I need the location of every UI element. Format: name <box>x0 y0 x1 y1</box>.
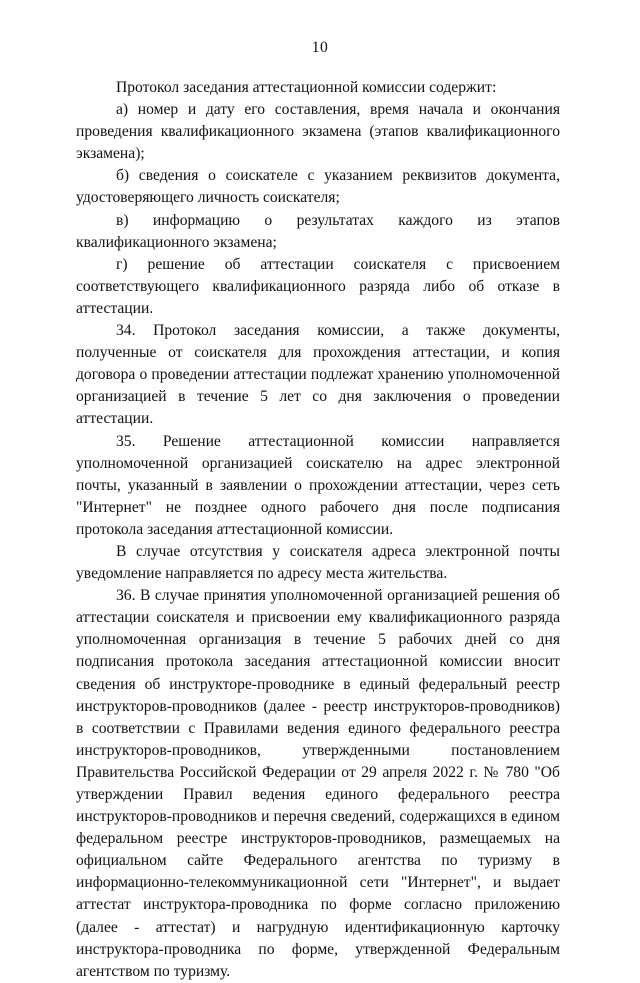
paragraph-35-email: В случае отсутствия у соискателя адреса электронной почты уведомление направляется по адресу места жительства. <box>76 542 560 583</box>
paragraph-item-a: а) номер и дату его составления, время начала и окончания проведения квалификационного экзамена (этапов квалификационного экзамена); <box>76 101 560 163</box>
paragraph-34: 34. Протокол заседания комиссии, а также документы, полученные от соискателя для прохождения аттестации, и копия договора о проведении аттестации подлежат хранению уполномоченной организацией в течение 5 лет со дня заключения о проведении аттестации. <box>76 322 560 428</box>
paragraph-item-v: в) информацию о результатах каждого из этапов квалификационного экзамена; <box>76 211 560 251</box>
page-number: 10 <box>311 39 329 56</box>
paragraph-protocol-contents: Протокол заседания аттестационной комиссии содержит: <box>116 79 497 96</box>
paragraph-item-b: б) сведения о соискателе с указанием реквизитов документа, удостоверяющего личность соискателя; <box>76 167 560 207</box>
paragraph-35: 35. Решение аттестационной комиссии направляется уполномоченной организацией соискателю на адрес электронной почты, указанный в заявлении о прохождении аттестации, через сеть "Интернет" не позднее одного рабочего дня после подписания протокола заседания аттестационной комиссии. <box>76 432 560 538</box>
paragraph-36: 36. В случае принятия уполномоченной организацией решения об аттестации соискателя и присвоении ему квалификационного разряда уполномоченная организация в течение 5 рабочих дней со дня подписания протокола заседания аттестационной комиссии вносит сведения об инструкторе-проводнике в единый федеральный реестр инструкторов-проводников (далее - реестр инструкторов-проводников) в соответствии с Правилами ведения единого федерального реестра инструкторов-проводников, утвержденными постановлением Правительства Российской Федерации от 29 апреля 2022 г. № 780 "Об утверждении Правил ведения единого федерального реестра инструкторов-проводников и перечня сведений, содержащихся в едином федеральном реестре инструкторов-проводников, размещаемых на официальном сайте Федерального агентства по туризму в информационно-телекоммуникационной сети "Интернет", и выдает аттестат инструктора-проводника по форме согласно приложению (далее - аттестат) и нагрудную идентификационную карточку инструктора-проводника по форме, утвержденной Федеральным агентством по туризму. <box>76 587 560 980</box>
paragraph-item-g: г) решение об аттестации соискателя с присвоением соответствующего квалификационного разряда либо об отказе в аттестации. <box>76 255 560 317</box>
document-body <box>76 77 560 983</box>
